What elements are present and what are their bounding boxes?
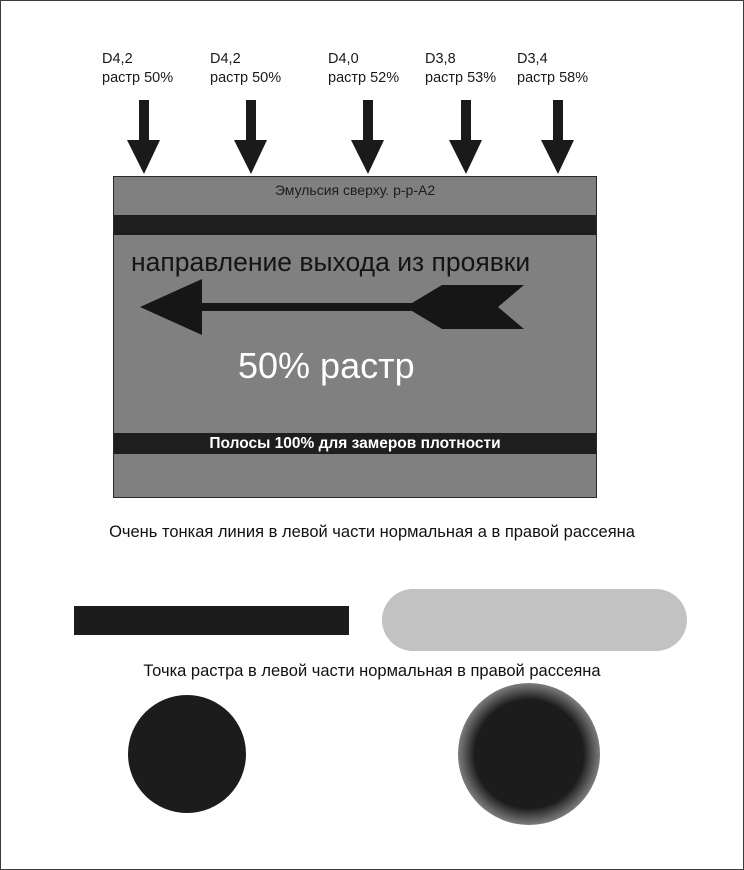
diffused-line-sample [382, 589, 687, 651]
sharp-dot-sample [128, 695, 246, 813]
down-arrow-icon [541, 100, 574, 174]
measurement-raster: растр 50% [102, 70, 174, 86]
down-arrow-icon [449, 100, 482, 174]
measurement-density: D4,2 [102, 51, 133, 67]
down-arrow-icon [127, 100, 160, 174]
dot-note: Точка растра в левой части нормальная в правой рассеяна [143, 662, 601, 680]
sharp-line-sample [74, 606, 349, 635]
measurement-density: D4,2 [210, 51, 241, 67]
left-arrow-icon [140, 279, 524, 335]
density-stripe-bottom: Полосы 100% для замеров плотности [114, 433, 596, 454]
measurement-density: D3,4 [517, 51, 548, 67]
diffused-dot-sample [458, 683, 600, 825]
raster-label: 50% растр [238, 345, 415, 386]
measurement-density: D4,0 [328, 51, 359, 67]
measurement-raster: растр 58% [517, 70, 589, 86]
down-arrow-icon [351, 100, 384, 174]
measurement-raster: растр 50% [210, 70, 282, 86]
measurement-raster: растр 53% [425, 70, 497, 86]
development-direction-label: направление выхода из проявки [131, 247, 531, 277]
line-note: Очень тонкая линия в левой части нормальная а в правой рассеяна [109, 523, 635, 541]
measurement-raster: растр 52% [328, 70, 400, 86]
emulsion-caption: Эмульсия сверху. р-р-А2 [274, 182, 436, 198]
measurement-density: D3,8 [425, 51, 456, 67]
film-sample [113, 176, 597, 498]
down-arrow-icon [234, 100, 267, 174]
